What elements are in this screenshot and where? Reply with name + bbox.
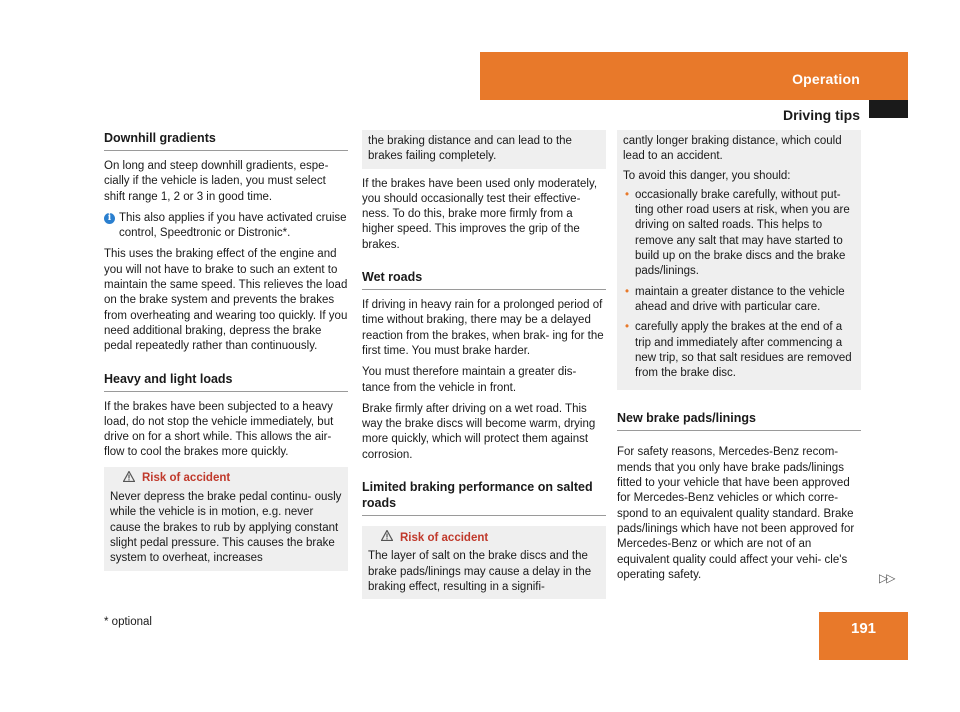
avoid-intro: To avoid this danger, you should: — [623, 169, 791, 182]
paragraph-heavy-1: If the brakes have been subjected to a heavy load, do not stop the vehicle immediately, but drive on for a short while. This allows the air- flow to cool the brakes more quickly. — [104, 400, 334, 459]
warning-title: Risk of accident — [142, 472, 231, 485]
list-item: • maintain a greater distance to the vehicle ahead and drive with particular care. — [625, 285, 845, 313]
section-title: Operation — [792, 71, 860, 87]
warning-triangle-icon — [123, 471, 135, 487]
bullet-icon: • — [625, 285, 630, 298]
heading-wet-roads: Wet roads — [362, 269, 606, 290]
paragraph-wet-2: You must therefore maintain a greater dis- tance from the vehicle in front. — [362, 366, 577, 394]
avoid-list — [623, 188, 855, 382]
header-tab-marker — [869, 100, 908, 118]
paragraph-wet-3: Brake firmly after driving on a wet road. This way the brake discs will become warm, drying more quickly, which will protect them against corrosion. — [362, 402, 596, 461]
paragraph-moderately: If the brakes have been used only moderately, you should occasionally test their effective- ness. To do this, brake more firmly from a higher speed. This improves the grip of the brakes. — [362, 177, 598, 251]
paragraph-downhill-1: On long and steep downhill gradients, espe- cially if the vehicle is laden, you must select shift range 1, 2 or 3 in good time. — [104, 160, 329, 203]
footnote: * optional — [104, 616, 152, 628]
warning-heading — [368, 530, 600, 546]
heading-heavy-light-loads: Heavy and light loads — [104, 371, 348, 392]
column-3 — [617, 130, 861, 589]
warning-box-2 — [362, 526, 606, 599]
warning-heading — [110, 471, 342, 487]
warning-box-2-continued — [617, 130, 861, 390]
list-item: • carefully apply the brakes at the end of a trip and immediately after commencing a new trip, so that salt residues are removed from the brake disc. — [625, 321, 852, 380]
info-icon: i — [104, 213, 115, 224]
warning-title: Risk of accident — [400, 531, 489, 544]
heading-salted-roads: Limited braking performance on salted roads — [362, 479, 606, 516]
list-item: • occasionally brake carefully, without put- ting other road users at risk, when you are driving on salted roads. This helps to remove any salt that may have started to build up on the brake discs and the brake pads/linings. — [625, 188, 850, 278]
column-2 — [362, 130, 606, 605]
bullet-icon: • — [625, 188, 630, 201]
info-note-text: This also applies if you have activated cruise control, Speedtronic or Distronic*. — [119, 211, 347, 240]
paragraph-wet-1: If driving in heavy rain for a prolonged period of time without braking, there may be a delayed reaction from the brakes, when brak- ing for the first time. You must brake harder. — [362, 299, 604, 357]
info-note — [104, 211, 348, 242]
heading-downhill-gradients: Downhill gradients — [104, 130, 348, 151]
paragraph-pads-1: For safety reasons, Mercedes-Benz recom- mends that you only have brake pads/linings fitted to your vehicle that have been approved for Mercedes-Benz vehicles or which corre- spond to an equivalent quality standard. Brake pads/linings which have not been approved for Mercedes-Benz or which are not of an equivalent quality could affect your vehi- cle's operating safety. — [617, 446, 855, 581]
warning-text: Never depress the brake pedal continu- ously while the vehicle is in motion, e.g. never cause the brakes to rub by applying constant slight pedal pressure. This causes the brake system to overheat, increases — [110, 491, 342, 565]
warning-text: The layer of salt on the brake discs and the brake pads/linings may cause a delay in the braking effect, resulting in a signifi- — [368, 550, 592, 593]
paragraph-downhill-2: This uses the braking effect of the engine and you will not have to brake to such an extent to maintain the same speed. This relieves the load on the brake system and prevents the brakes from overheating and wearing too quickly. If you need additional braking, depress the brake pedal repeatedly rather than continuously. — [104, 248, 348, 353]
warning-box-1-continued: the braking distance and can lead to the brakes failing completely. — [362, 130, 606, 169]
warning-triangle-icon — [381, 530, 393, 546]
bullet-icon: • — [625, 321, 630, 334]
warning-box-1 — [104, 467, 348, 571]
page-number: 191 — [850, 620, 877, 637]
column-1 — [104, 130, 348, 577]
subsection-title: Driving tips — [782, 107, 860, 123]
continue-arrow-icon: ▷▷ — [879, 571, 894, 585]
warning-text-continued: cantly longer braking distance, which could lead to an accident. — [623, 135, 842, 163]
heading-new-brake-pads: New brake pads/linings — [617, 410, 861, 431]
